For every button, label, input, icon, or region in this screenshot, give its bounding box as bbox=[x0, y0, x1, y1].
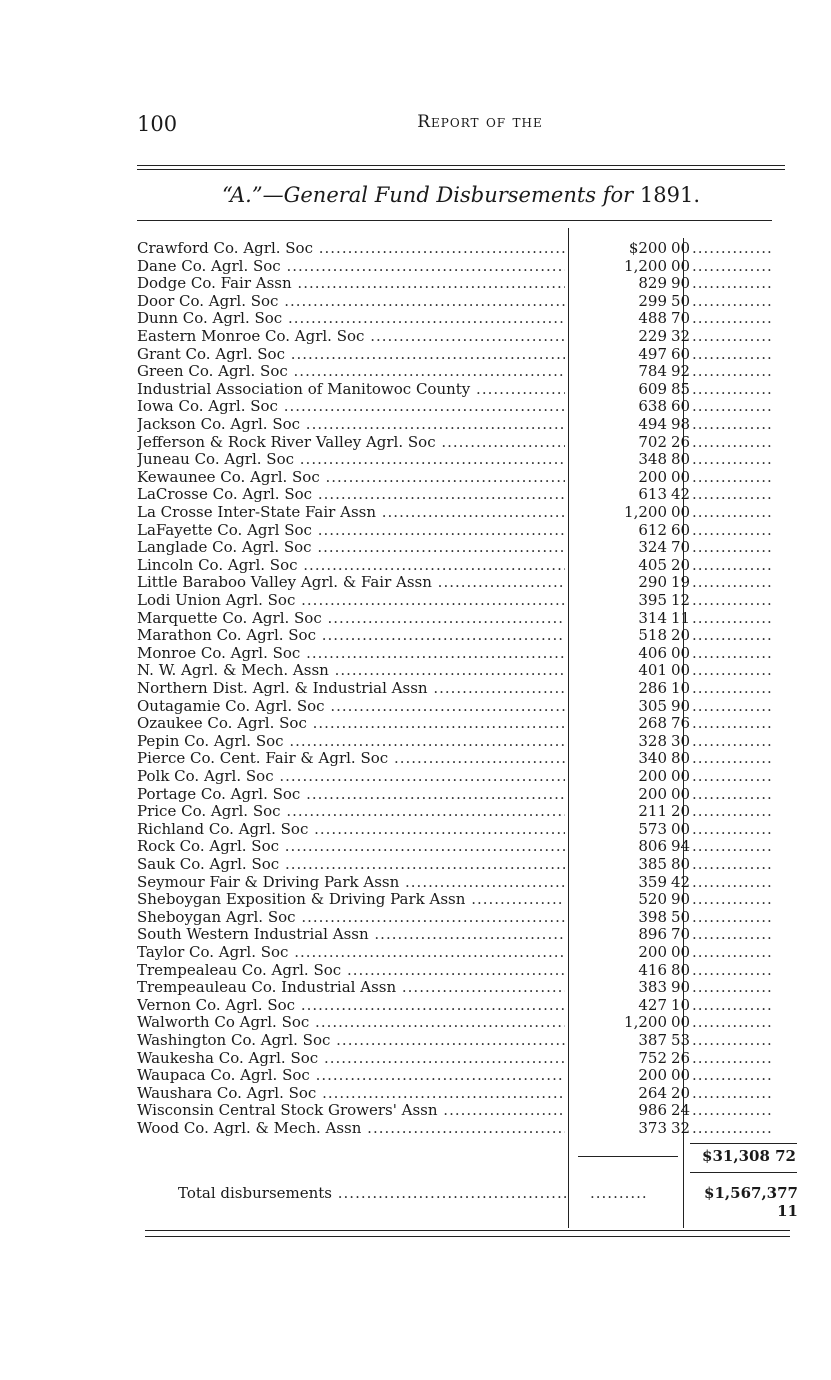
amount-dollars: 401 bbox=[638, 661, 667, 680]
society-name: Price Co. Agrl. Soc ..... bbox=[137, 803, 565, 821]
society-name: Industrial Association of Manitowoc County ..... bbox=[137, 381, 565, 399]
society-name: Grant Co. Agrl. Soc ..... bbox=[137, 346, 565, 364]
society-name: Marathon Co. Agrl. Soc ..... bbox=[137, 627, 565, 645]
amount-cents: 50 bbox=[671, 291, 691, 310]
table-row bbox=[137, 1120, 797, 1138]
table-row bbox=[137, 1067, 797, 1085]
table-row bbox=[137, 768, 797, 786]
amount-dollars: 398 bbox=[638, 907, 667, 926]
amount-cents: 12 bbox=[671, 591, 691, 609]
amount-cents: 32 bbox=[671, 327, 691, 345]
subtotal: $31,308 72 bbox=[702, 1147, 796, 1165]
table-row bbox=[137, 275, 797, 293]
society-name: La Crosse Inter-State Fair Assn ..... bbox=[137, 504, 565, 522]
page-number: 100 bbox=[137, 112, 178, 136]
society-name: Marquette Co. Agrl. Soc ..... bbox=[137, 610, 565, 628]
leader-dots: .............. bbox=[692, 1014, 773, 1032]
total-label: Total disbursements ..... bbox=[178, 1184, 568, 1202]
table-row bbox=[137, 592, 797, 610]
leader-dots: .............. bbox=[692, 768, 773, 785]
amount-dollars: 200 bbox=[638, 767, 667, 785]
leader-dots: .............. bbox=[692, 680, 773, 697]
top-rule-thin bbox=[137, 169, 785, 170]
table-row bbox=[137, 662, 797, 680]
society-name: Door Co. Agrl. Soc ..... bbox=[137, 293, 565, 311]
leader-dots: .............. bbox=[692, 908, 773, 926]
society-name: Washington Co. Agrl. Soc ..... bbox=[137, 1032, 565, 1050]
society-name: Jackson Co. Agrl. Soc ..... bbox=[137, 416, 565, 434]
leader-dots: .............. bbox=[692, 996, 773, 1014]
amount-dollars: 416 bbox=[638, 960, 667, 979]
table-row bbox=[137, 874, 797, 892]
amount-dollars: 314 bbox=[638, 608, 667, 627]
society-name: Portage Co. Agrl. Soc ..... bbox=[137, 786, 565, 804]
table-row bbox=[137, 504, 797, 522]
leader-dots: .............. bbox=[692, 592, 773, 609]
leader-dots: .............. bbox=[692, 292, 773, 310]
society-name: Dodge Co. Fair Assn ..... bbox=[137, 275, 565, 293]
leader-dots: .............. bbox=[692, 574, 773, 592]
society-name: Monroe Co. Agrl. Soc ..... bbox=[137, 645, 565, 663]
society-name: Sauk Co. Agrl. Soc ..... bbox=[137, 856, 565, 874]
total-middle-leader: .......... bbox=[590, 1184, 648, 1202]
society-name: Rock Co. Agrl. Soc ..... bbox=[137, 838, 565, 856]
amount-dollars: 488 bbox=[638, 309, 667, 328]
table-row bbox=[137, 627, 797, 645]
subtotal-rule-left bbox=[578, 1156, 678, 1157]
amount-cents: 94 bbox=[671, 837, 691, 856]
amount-cents: 90 bbox=[671, 978, 691, 997]
amount-cents: 80 bbox=[671, 749, 691, 768]
table-row bbox=[137, 574, 797, 592]
amount-cents: 20 bbox=[671, 802, 691, 821]
amount-dollars: $200 bbox=[628, 239, 667, 257]
table-row bbox=[137, 838, 797, 856]
amount-dollars: 286 bbox=[638, 679, 667, 697]
leader-dots: .............. bbox=[692, 380, 773, 398]
amount-cents: 60 bbox=[671, 520, 691, 539]
amount-dollars: 200 bbox=[638, 943, 667, 961]
table-row bbox=[137, 240, 797, 258]
society-name: Vernon Co. Agrl. Soc ..... bbox=[137, 997, 565, 1015]
amount-cents: 76 bbox=[671, 714, 691, 733]
society-name: Walworth Co Agrl. Soc ..... bbox=[137, 1014, 565, 1032]
amount-dollars: 264 bbox=[638, 1083, 667, 1102]
table-row bbox=[137, 1085, 797, 1103]
amount-dollars: 1,200 bbox=[624, 1013, 667, 1032]
amount-dollars: 497 bbox=[638, 344, 667, 363]
amount-cents: 70 bbox=[671, 538, 691, 557]
society-name: Crawford Co. Agrl. Soc ..... bbox=[137, 240, 565, 258]
society-name: Langlade Co. Agrl. Soc ..... bbox=[137, 539, 565, 557]
leader-dots: .............. bbox=[692, 697, 773, 715]
amount-dollars: 200 bbox=[638, 1066, 667, 1085]
leader-dots: .............. bbox=[692, 644, 773, 662]
amount-cents: 90 bbox=[671, 890, 691, 909]
society-name: LaCrosse Co. Agrl. Soc ..... bbox=[137, 486, 565, 504]
amount-cents: 10 bbox=[671, 679, 691, 697]
society-name: Little Baraboo Valley Agrl. & Fair Assn ..... bbox=[137, 574, 565, 592]
amount-cents: 26 bbox=[671, 432, 691, 451]
table-row bbox=[137, 398, 797, 416]
amount-cents: 60 bbox=[671, 344, 691, 363]
leader-dots: .............. bbox=[692, 820, 773, 838]
leader-dots: .............. bbox=[692, 433, 773, 451]
leader-dots: .............. bbox=[692, 873, 773, 891]
amount-cents: 50 bbox=[671, 907, 691, 926]
table-row bbox=[137, 451, 797, 469]
society-name: Wisconsin Central Stock Growers' Assn ..... bbox=[137, 1102, 565, 1120]
amount-dollars: 784 bbox=[638, 362, 667, 381]
society-name: Seymour Fair & Driving Park Assn ..... bbox=[137, 874, 565, 892]
table-row bbox=[137, 891, 797, 909]
amount-dollars: 520 bbox=[638, 890, 667, 909]
amount-dollars: 427 bbox=[638, 995, 667, 1014]
table-row bbox=[137, 997, 797, 1015]
leader-dots: .............. bbox=[692, 416, 773, 433]
bottom-rule-2 bbox=[145, 1236, 790, 1237]
amount-cents: 10 bbox=[671, 995, 691, 1014]
amount-cents: 92 bbox=[671, 362, 691, 381]
table-row bbox=[137, 1032, 797, 1050]
society-name: Iowa Co. Agrl. Soc ..... bbox=[137, 398, 565, 416]
amount-dollars: 290 bbox=[638, 573, 667, 592]
table-row bbox=[137, 821, 797, 839]
amount-dollars: 268 bbox=[638, 714, 667, 733]
society-name: Wood Co. Agrl. & Mech. Assn ..... bbox=[137, 1120, 565, 1138]
amount-dollars: 200 bbox=[638, 784, 667, 803]
table-row bbox=[137, 346, 797, 364]
amount-cents: 00 bbox=[671, 256, 691, 275]
table-row bbox=[137, 1102, 797, 1120]
society-name: Dane Co. Agrl. Soc ..... bbox=[137, 258, 565, 276]
amount-cents: 00 bbox=[671, 643, 691, 662]
amount-cents: 80 bbox=[671, 450, 691, 469]
table-title-year: 1891. bbox=[639, 183, 700, 207]
amount-dollars: 609 bbox=[638, 379, 667, 398]
society-name: Kewaunee Co. Agrl. Soc ..... bbox=[137, 469, 565, 487]
table-title bbox=[137, 183, 785, 207]
table-row bbox=[137, 328, 797, 346]
leader-dots: .............. bbox=[692, 803, 773, 821]
leader-dots: .............. bbox=[692, 521, 773, 539]
leader-dots: .............. bbox=[692, 345, 773, 363]
total-amount: $1,567,377 11 bbox=[704, 1184, 798, 1220]
amount-cents: 24 bbox=[671, 1101, 691, 1120]
society-name: Lincoln Co. Agrl. Soc ..... bbox=[137, 557, 565, 575]
society-name: Lodi Union Agrl. Soc ..... bbox=[137, 592, 565, 610]
society-name: Outagamie Co. Agrl. Soc ..... bbox=[137, 698, 565, 716]
amount-cents: 53 bbox=[671, 1031, 691, 1049]
running-head: Report of the bbox=[417, 112, 543, 132]
table-row bbox=[137, 786, 797, 804]
amount-cents: 00 bbox=[671, 767, 691, 785]
table-row bbox=[137, 381, 797, 399]
amount-dollars: 383 bbox=[638, 978, 667, 997]
society-name: Pepin Co. Agrl. Soc ..... bbox=[137, 733, 565, 751]
society-name: Green Co. Agrl. Soc ..... bbox=[137, 363, 565, 381]
leader-dots: .............. bbox=[692, 944, 773, 961]
subtotal-rule-right bbox=[690, 1143, 797, 1144]
amount-cents: 00 bbox=[671, 661, 691, 680]
leader-dots: .............. bbox=[692, 504, 773, 521]
amount-dollars: 406 bbox=[638, 643, 667, 662]
amount-cents: 90 bbox=[671, 696, 691, 715]
amount-cents: 80 bbox=[671, 960, 691, 979]
society-name: Waupaca Co. Agrl. Soc ..... bbox=[137, 1067, 565, 1085]
total-row bbox=[178, 1184, 798, 1220]
amount-dollars: 1,200 bbox=[624, 256, 667, 275]
society-name: Dunn Co. Agrl. Soc ..... bbox=[137, 310, 565, 328]
amount-cents: 32 bbox=[671, 1119, 691, 1137]
table-title-main: “A.”—General Fund Disbursements for bbox=[221, 183, 634, 207]
table-row bbox=[137, 434, 797, 452]
amount-dollars: 518 bbox=[638, 626, 667, 645]
amount-dollars: 200 bbox=[638, 467, 667, 486]
table-row bbox=[137, 750, 797, 768]
amount-dollars: 829 bbox=[638, 274, 667, 293]
leader-dots: .............. bbox=[692, 1067, 773, 1085]
amount-dollars: 305 bbox=[638, 696, 667, 715]
amount-dollars: 385 bbox=[638, 855, 667, 873]
amount-cents: 11 bbox=[671, 608, 691, 627]
leader-dots: .............. bbox=[692, 1120, 773, 1137]
amount-cents: 80 bbox=[671, 855, 691, 873]
amount-dollars: 405 bbox=[638, 555, 667, 574]
table-row bbox=[137, 522, 797, 540]
table-row bbox=[137, 645, 797, 663]
table-row bbox=[137, 1014, 797, 1032]
amount-cents: 00 bbox=[671, 1066, 691, 1085]
leader-dots: .............. bbox=[692, 979, 773, 997]
amount-dollars: 387 bbox=[638, 1031, 667, 1049]
amount-cents: 00 bbox=[671, 1013, 691, 1032]
society-name: Richland Co. Agrl. Soc ..... bbox=[137, 821, 565, 839]
table-row bbox=[137, 962, 797, 980]
amount-dollars: 1,200 bbox=[624, 503, 667, 521]
amount-cents: 70 bbox=[671, 309, 691, 328]
society-name: Sheboygan Exposition & Driving Park Assn ..... bbox=[137, 891, 565, 909]
table-row bbox=[137, 469, 797, 487]
leader-dots: .............. bbox=[692, 926, 773, 944]
leader-dots: .............. bbox=[692, 398, 773, 416]
amount-cents: 19 bbox=[671, 573, 691, 592]
leader-dots: .............. bbox=[692, 750, 773, 768]
leader-dots: .............. bbox=[692, 662, 773, 680]
amount-cents: 60 bbox=[671, 397, 691, 416]
table-row bbox=[137, 944, 797, 962]
society-name: Polk Co. Agrl. Soc ..... bbox=[137, 768, 565, 786]
table-row bbox=[137, 680, 797, 698]
leader-dots: .............. bbox=[692, 257, 773, 275]
amount-cents: 70 bbox=[671, 925, 691, 944]
amount-cents: 20 bbox=[671, 1083, 691, 1102]
amount-dollars: 299 bbox=[638, 291, 667, 310]
table-row bbox=[137, 293, 797, 311]
society-name: Northern Dist. Agrl. & Industrial Assn ..... bbox=[137, 680, 565, 698]
amount-dollars: 613 bbox=[638, 485, 667, 504]
leader-dots: .............. bbox=[692, 556, 773, 574]
amount-dollars: 211 bbox=[638, 802, 667, 821]
amount-dollars: 348 bbox=[638, 450, 667, 469]
bottom-rule bbox=[145, 1230, 790, 1231]
table-row bbox=[137, 909, 797, 927]
amount-cents: 30 bbox=[671, 731, 691, 750]
table-row bbox=[137, 416, 797, 434]
table-row bbox=[137, 979, 797, 997]
table-row bbox=[137, 856, 797, 874]
society-name: Juneau Co. Agrl. Soc ..... bbox=[137, 451, 565, 469]
amount-cents: 00 bbox=[671, 467, 691, 486]
table-row bbox=[137, 715, 797, 733]
leader-dots: .............. bbox=[692, 1102, 773, 1120]
amount-cents: 26 bbox=[671, 1048, 691, 1067]
leader-dots: .............. bbox=[692, 838, 773, 856]
society-name: LaFayette Co. Agrl Soc ..... bbox=[137, 522, 565, 540]
amount-cents: 00 bbox=[671, 819, 691, 838]
top-rule bbox=[137, 165, 785, 166]
leader-dots: .............. bbox=[692, 961, 773, 979]
leader-dots: .............. bbox=[692, 715, 773, 733]
table-row bbox=[137, 258, 797, 276]
amount-dollars: 986 bbox=[638, 1101, 667, 1120]
amount-dollars: 340 bbox=[638, 749, 667, 768]
leader-dots: .............. bbox=[692, 1049, 773, 1067]
society-name: South Western Industrial Assn ..... bbox=[137, 926, 565, 944]
leader-dots: .............. bbox=[692, 856, 773, 873]
table-row bbox=[137, 698, 797, 716]
amount-dollars: 638 bbox=[638, 397, 667, 416]
table-row bbox=[137, 926, 797, 944]
subtotal-rule-under bbox=[690, 1172, 797, 1173]
leader-dots: .............. bbox=[692, 732, 773, 750]
society-name: Sheboygan Agrl. Soc ..... bbox=[137, 909, 565, 927]
amount-cents: 20 bbox=[671, 555, 691, 574]
leader-dots: .............. bbox=[692, 451, 773, 469]
society-name: Pierce Co. Cent. Fair & Agrl. Soc ..... bbox=[137, 750, 565, 768]
leader-dots: .............. bbox=[692, 539, 773, 557]
leader-dots: .............. bbox=[692, 240, 773, 257]
amount-cents: 98 bbox=[671, 415, 691, 433]
amount-cents: 00 bbox=[671, 503, 691, 521]
amount-cents: 42 bbox=[671, 485, 691, 504]
table-row bbox=[137, 733, 797, 751]
table-row bbox=[137, 610, 797, 628]
amount-dollars: 359 bbox=[638, 872, 667, 891]
society-name: Ozaukee Co. Agrl. Soc ..... bbox=[137, 715, 565, 733]
table-row bbox=[137, 539, 797, 557]
leader-dots: .............. bbox=[692, 1084, 773, 1102]
table-row bbox=[137, 310, 797, 328]
amount-cents: 00 bbox=[671, 239, 691, 257]
society-name: Jefferson & Rock River Valley Agrl. Soc ..... bbox=[137, 434, 565, 452]
title-rule bbox=[137, 220, 772, 221]
leader-dots: .............. bbox=[692, 310, 773, 328]
table-row bbox=[137, 1050, 797, 1068]
amount-cents: 85 bbox=[671, 379, 691, 398]
amount-dollars: 896 bbox=[638, 925, 667, 944]
amount-cents: 00 bbox=[671, 943, 691, 961]
society-name: Trempeauleau Co. Industrial Assn ..... bbox=[137, 979, 565, 997]
amount-dollars: 328 bbox=[638, 731, 667, 750]
leader-dots: .............. bbox=[692, 363, 773, 381]
amount-dollars: 395 bbox=[638, 591, 667, 609]
amount-dollars: 494 bbox=[638, 415, 667, 433]
society-name: Taylor Co. Agrl. Soc ..... bbox=[137, 944, 565, 962]
leader-dots: .............. bbox=[692, 891, 773, 909]
leader-dots: .............. bbox=[692, 627, 773, 645]
amount-dollars: 806 bbox=[638, 837, 667, 856]
table-row bbox=[137, 803, 797, 821]
amount-dollars: 229 bbox=[638, 327, 667, 345]
society-name: Eastern Monroe Co. Agrl. Soc ..... bbox=[137, 328, 565, 346]
leader-dots: .............. bbox=[692, 785, 773, 803]
society-name: Trempealeau Co. Agrl. Soc ..... bbox=[137, 962, 565, 980]
society-name: Waukesha Co. Agrl. Soc ..... bbox=[137, 1050, 565, 1068]
amount-cents: 20 bbox=[671, 626, 691, 645]
leader-dots: .............. bbox=[692, 609, 773, 627]
leader-dots: .............. bbox=[692, 486, 773, 504]
table-row bbox=[137, 557, 797, 575]
leader-dots: .............. bbox=[692, 275, 773, 293]
society-name: Waushara Co. Agrl. Soc ..... bbox=[137, 1085, 565, 1103]
amount-cents: 42 bbox=[671, 872, 691, 891]
amount-cents: 90 bbox=[671, 274, 691, 293]
amount-dollars: 373 bbox=[638, 1119, 667, 1137]
table-row bbox=[137, 486, 797, 504]
society-name: N. W. Agrl. & Mech. Assn ..... bbox=[137, 662, 565, 680]
leader-dots: .............. bbox=[692, 1032, 773, 1049]
table-row bbox=[137, 363, 797, 381]
amount-dollars: 612 bbox=[638, 520, 667, 539]
leader-dots: .............. bbox=[692, 468, 773, 486]
amount-dollars: 752 bbox=[638, 1048, 667, 1067]
amount-dollars: 573 bbox=[638, 819, 667, 838]
amount-dollars: 324 bbox=[638, 538, 667, 557]
leader-dots: .............. bbox=[692, 328, 773, 345]
amount-dollars: 702 bbox=[638, 432, 667, 451]
amount-cents: 00 bbox=[671, 784, 691, 803]
